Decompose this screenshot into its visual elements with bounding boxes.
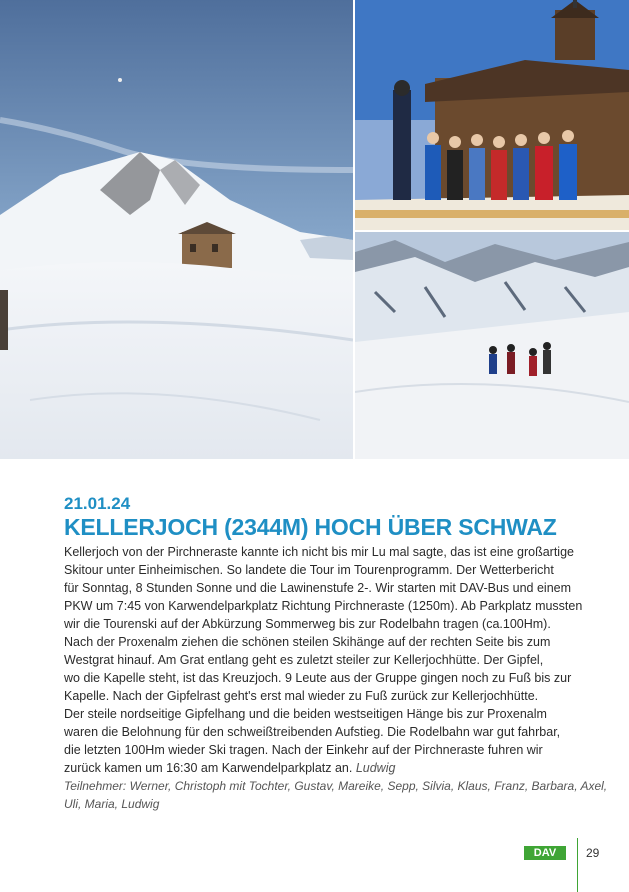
report-line: Kellerjoch von der Pirchneraste kannte ich nicht bis mir Lu mal sagte, das ist eine großartige — [64, 545, 574, 559]
summit-hut-photo — [0, 0, 353, 459]
dav-logo — [524, 846, 566, 860]
hikers-ridge-photo — [355, 232, 629, 459]
group-chapel-photo — [355, 0, 629, 230]
report-line: Der steile nordseitige Gipfelhang und die beiden westseitigen Hänge bis zur Proxenalm — [64, 707, 547, 721]
report-line: wir die Tourenski auf der Abkürzung Sommerweg bis zur Rodelbahn tragen (ca.100Hm). — [64, 617, 551, 631]
report-line: Kapelle. Nach der Gipfelrast geht's erst mal wieder zu Fuß zurück zur Kellerjochhütte. — [64, 689, 539, 703]
page-number: 29 — [586, 846, 600, 860]
report-line: Skitour unter Einheimischen. So landete die Tour im Tourenprogramm. Der Wetterbericht — [64, 563, 554, 577]
tour-date: 21.01.24 — [64, 494, 131, 513]
tour-title: KELLERJOCH (2344M) HOCH ÜBER SCHWAZ — [64, 514, 557, 540]
author-name: Ludwig — [355, 761, 396, 775]
report-line: für Sonntag, 8 Stunden Sonne und die Lawinenstufe 2-. Wir starten mit DAV-Bus und einem — [64, 581, 572, 595]
participants-line: Uli, Maria, Ludwig — [64, 797, 160, 811]
report-last-line — [64, 759, 604, 777]
report-body — [64, 543, 604, 777]
participants-line: Teilnehmer: Werner, Christoph mit Tochter, Gustav, Mareike, Sepp, Silvia, Klaus, Franz, Barbara, Axel, — [64, 779, 608, 793]
report-closing-text: zurück kamen um 16:30 am Karwendelparkplatz an. — [64, 761, 353, 775]
tour-report — [64, 494, 608, 813]
report-line: waren die Belohnung für den schweißtreibenden Aufstieg. Die Rodelbahn war gut fahrbar, — [64, 725, 561, 739]
report-line: die letzten 100Hm wieder Ski tragen. Nach der Einkehr auf der Pirchneraste fuhren wir — [64, 743, 543, 757]
dav-logo-text: DAV — [533, 847, 557, 859]
report-line: wo die Kapelle steht, ist das Kreuzjoch. 9 Leute aus der Gruppe gingen noch zu Fuß bis zur — [64, 671, 572, 685]
footer-divider — [577, 838, 578, 892]
report-line: Westgrat hinauf. Am Grat entlang geht es zuletzt steiler zur Kellerjochhütte. Der Gipfel, — [64, 653, 544, 667]
participants-list — [64, 777, 608, 813]
report-line: PKW um 7:45 von Karwendelparkplatz Richtung Pirchneraste (1250m). Ab Parkplatz mussten — [64, 599, 583, 613]
report-line: Nach der Proxenalm ziehen die schönen steilen Skihänge auf der rechten Seite bis zum — [64, 635, 551, 649]
